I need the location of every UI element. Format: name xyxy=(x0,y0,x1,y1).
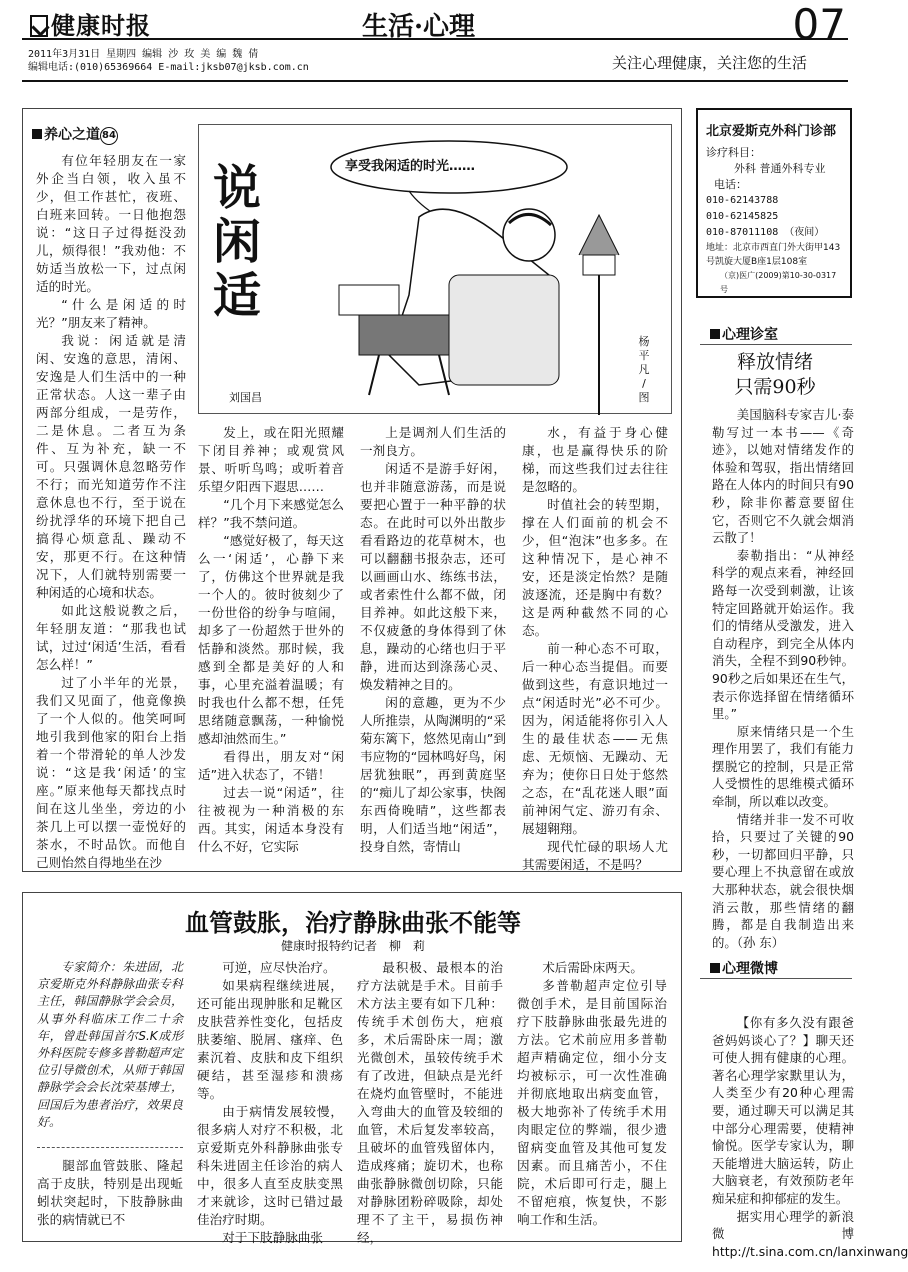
article2-body xyxy=(712,406,854,951)
paragraph: 过去一说“闲适”，往往被视为一种消极的东西。其实，闲适本身没有什么不好，它实际 xyxy=(198,785,344,854)
credit-char: / xyxy=(642,377,646,390)
column-title-text: 心理微博 xyxy=(722,961,778,977)
article4-col2 xyxy=(197,959,343,1247)
clinic-subjects-label: 诊疗科目： xyxy=(706,146,761,159)
clinic-phone-2: 010-62145825 xyxy=(706,211,779,222)
clinic-phone-3: 010-87011108 （夜间） xyxy=(706,227,825,238)
paragraph: 如此这般说教之后，年轻朋友道：“那我也试试，过过‘闲适’生活，看看怎么样！” xyxy=(36,603,186,672)
paragraph: 过了小半年的光景，我们又见面了，他竟像换了一个人似的。他笑呵呵地引我到他家的阳台上指着一个带滑轮的单人沙发说：“这是我‘闲适’的宝座。”原来他每天都找点时间在这儿坐坐，旁边的小茶几上可以摆一壶悦好的茶水，不时品饮。而他自己则怡然自得地坐在沙 xyxy=(36,675,186,870)
column-rule xyxy=(700,344,852,345)
masthead-logo xyxy=(30,6,151,41)
logo-icon xyxy=(30,15,48,37)
paragraph: 前一种心态不可取，后一种心态当提倡。而要做到这些，有意识地过一点“闲适时光”必不可少。因为，闲适能将你引入人生的最佳状态——无焦虑、无烦恼、无躁动、无弃为；使你日日处于悠然之态，在“乱花迷人眼”面前神闲气定、游刃有余、展翅翱翔。 xyxy=(522,641,668,836)
header-rule xyxy=(22,38,848,40)
column-title-xinli-zhenshi xyxy=(710,324,778,344)
column-title-yangxin xyxy=(32,124,118,145)
paragraph: 闲的意趣，更为不少人所推崇，从陶渊明的“采菊东篱下，悠然见南山”到韦应物的“园林鸣好鸟，闲居犹独眠”，再到黄庭坚的“痴儿了却公家事，快阁东西倚晚晴”，这些都表明，人们适当地“闲适”，投身自然，寄情山 xyxy=(360,695,506,854)
paragraph: 发上，或在阳光照耀下闭目养神；或观赏风景、听听鸟鸣；或听着音乐望夕阳西下遐思…… xyxy=(198,425,344,494)
credit-char: 平 xyxy=(638,349,650,362)
credit-char: 图 xyxy=(638,391,650,404)
paragraph: 泰勒指出：“从神经科学的观点来看，神经回路每一次受到刺激，让该特定回路就开始运作。我们的情绪从受激发，进入自动程序，到完全从体内消失，全程不到90秒钟。90秒之后如果还在生气，表示你选择留在情绪循环里。” xyxy=(712,547,854,722)
paragraph: 如果病程继续进展，还可能出现肿胀和足靴区皮肤营养性变化，包括皮肤萎缩、脱屑、瘙痒、色素沉着、皮肤和皮下组织硬结，甚至湿疹和溃疡等。 xyxy=(197,978,343,1101)
title-char-3: 适 xyxy=(213,268,262,324)
column-rule xyxy=(700,978,852,979)
paragraph: 可逆，应尽快治疗。 xyxy=(222,960,336,975)
article-author: 刘国昌 xyxy=(229,391,262,404)
clinic-ad xyxy=(696,108,852,298)
logo-text: 健康时报 xyxy=(51,11,151,40)
paragraph: 闲适不是游手好闲，也并非随意游荡，而是说要把心置于一种平静的状态。在此时可以外出散步看看路边的花草树木，也可以翻翻书报杂志，还可以画画山水、练练书法，或者索性什么都不做，闭目养神。如此这般下来，不仅疲惫的身体得到了休息，躁动的心绪也归于平静，进而达到涤荡心灵、焕发精神之目的。 xyxy=(360,461,506,692)
clinic-subjects: 外科 普通外科专业 xyxy=(734,162,826,175)
credit-char: 杨 xyxy=(638,335,650,348)
illustration-caption: 享受我闲适的时光…… xyxy=(344,159,475,174)
article4-col4 xyxy=(517,959,667,1229)
paragraph: 有位年轻朋友在一家外企当白领，收入虽不少，但工作甚忙，夜班、白班来回转。一日他抱怨说：“这日子过得挺没劲儿，烦得很！”我劝他：不妨适当放松一下，过点闲适的时光。 xyxy=(36,153,186,294)
illustration-credit xyxy=(637,335,651,405)
paragraph: 上是调剂人们生活的一剂良方。 xyxy=(360,425,506,458)
title-char-2: 闲 xyxy=(213,214,262,270)
clinic-address: 地址：北京市西直门外大街甲143号凯旋大厦B座1层108室 xyxy=(706,243,841,267)
title-char-1: 说 xyxy=(213,160,262,216)
intro-divider xyxy=(37,1147,183,1148)
paragraph: 原来情绪只是一个生理作用罢了，我们有能力摆脱它的控制，只是正常人受惯性的思维模式循环牵制，所以难以改变。 xyxy=(712,723,854,810)
article2-title-line2: 只需90秒 xyxy=(734,376,816,398)
paragraph: 看得出，朋友对“闲适”进入状态了，不错！ xyxy=(198,749,344,782)
article1-col2 xyxy=(198,424,344,856)
article-box-vein xyxy=(22,892,682,1245)
paragraph: “几个月下来感觉怎么样？”我不禁问道。 xyxy=(198,497,344,530)
header-rule-2 xyxy=(22,80,848,82)
column-title-text: 养心之道 xyxy=(44,127,100,143)
paragraph: 对于下肢静脉曲张 xyxy=(222,1230,323,1245)
article3-body xyxy=(712,1014,908,1260)
column-title-text: 心理诊室 xyxy=(722,327,778,343)
clinic-license: （京)医广(2009)第10-30-0317号 xyxy=(720,271,837,294)
page-number: 07 xyxy=(792,0,846,49)
clinic-name: 北京爱斯克外科门诊部 xyxy=(706,124,837,139)
article4-col3 xyxy=(357,959,503,1247)
contact-line: 编辑电话:(010)65369664 E-mail:jksb07@jksb.com.cn xyxy=(28,62,309,73)
square-bullet-icon xyxy=(710,329,720,339)
article4-byline: 健康时报特约记者 柳 莉 xyxy=(280,939,425,953)
illustration xyxy=(198,124,672,414)
paragraph: 术后需卧床两天。 xyxy=(542,960,643,975)
article1-col4 xyxy=(522,424,668,874)
paragraph: 多普勒超声定位引导微创手术，是目前国际治疗下肢静脉曲张最先进的方法。它术前应用多普勒超声精确定位，细小分支均被标示，可一次性准确并彻底地取出病变血管，极大地弥补了传统手术用肉眼定位的弊端，很少遗留病变血管及其他可复发因素。而且痛苦小，不住院，术后即可行走，腿上不留疤痕，恢复快，不影响工作和生活。 xyxy=(517,978,667,1227)
paragraph: 美国脑科专家吉儿·泰勒写过一本书——《奇迹》，以她对情绪发作的体验和驾驭，指出情绪回路在人体内的时间只有90秒，除非你蓄意要留住它，否则它不久就会烟消云散了！ xyxy=(712,407,854,546)
clinic-phone-label: 电话： xyxy=(714,178,747,191)
paragraph: 时值社会的转型期，撑在人们面前的机会不少，但“泡沫”也多多。在这种情况下，是心神不安，还是淡定怡然？是随波逐流，还是胸中有数？这是两种截然不同的心态。 xyxy=(522,497,668,638)
clinic-phone-1: 010-62143788 xyxy=(706,195,779,206)
paragraph: 据实用心理学的新浪微博http://t.sina.com.cn/lanxinwang xyxy=(712,1208,908,1259)
paragraph: 情绪并非一发不可收拾，只要过了关键的90秒，一切都回归平静，只要心理上不执意留在或放大那种状态，就会很快烟消云散，那些情绪的翻腾，都是自我制造出来的。（孙 东） xyxy=(712,811,854,950)
article-title xyxy=(213,161,267,323)
expert-intro: 专家简介：朱进固，北京爱斯克外科静脉曲张专科主任，韩国静脉学会会员，从事外科临床工作二十余年，曾赴韩国首尔S.K成形外科医院专修多普勒超声定位引导微创术，从师于韩国静脉学会会长沈荣基博士，回国后为患者治疗，效果良好。 xyxy=(37,960,183,1129)
date-editor-line: 2011年3月31日 星期四 编辑 沙 玫 美 编 魏 倩 xyxy=(28,49,259,60)
article2-title xyxy=(700,350,850,400)
credit-char: 凡 xyxy=(638,363,650,376)
paragraph: 水，有益于身心健康，也是赢得快乐的阶梯，而这些我们过去往往是忽略的。 xyxy=(522,425,668,494)
paragraph: “感觉好极了，每天这么一‘闲适’，心静下来了，仿佛这个世界就是我一个人的。彼时彼刻少了一份世俗的纷争与喧闹，却多了一份超然于世外的恬静和淡然。那时候，我感到全都是美好的人和事，心里充溢着温暖；有时我也什么都不想，任凭思绪随意飘荡，一种愉悦感却油然而生。” xyxy=(198,533,344,746)
square-bullet-icon xyxy=(710,963,720,973)
section-title: 生活·心理 xyxy=(362,12,476,42)
paragraph: 我说：闲适就是清闲、安逸的意思，清闲、安逸是人们生活中的一种正常状态。人这一辈子由两部分组成，一是劳作，二是休息。二者互为条件、互为补充，缺一不可。只强调休息忽略劳作不行；而光知道劳作不注意休息也不行，至于说在纷扰浮华的环境下把自己搞得心烦意乱、躁动不安，那更不行。在这种情况下，人们就特别需要一种闲适的心境和状态。 xyxy=(36,333,186,600)
paragraph: “什么是闲适的时光？”朋友来了精神。 xyxy=(36,297,186,330)
square-bullet-icon xyxy=(32,129,42,139)
article4-title: 血管鼓胀，治疗静脉曲张不能等 xyxy=(185,908,521,937)
column-title-xinli-weibo xyxy=(710,958,778,978)
paragraph: 【你有多久没有跟爸爸妈妈谈心了？】聊天还可使人拥有健康的心理。著名心理学家默里认为，人类至少有20种心理需要，通过聊天可以满足其中部分心理需要，使精神愉悦。医学专家认为，聊天能增进大脑运转，防止大脑衰老，有效预防老年痴呆症和抑郁症的发生。 xyxy=(712,1015,854,1206)
slogan: 关注心理健康，关注您的生活 xyxy=(612,54,808,72)
paragraph: 现代忙碌的职场人尤其需要闲适，不是吗？ xyxy=(522,839,668,872)
article1-col3 xyxy=(360,424,506,856)
article1-col1 xyxy=(36,152,186,872)
article2-title-line1: 释放情绪 xyxy=(736,351,813,373)
article4-col1: 腿部血管鼓胀、隆起高于皮肤，特别是出现蚯蚓状突起时，下肢静脉曲张的病情就已不 xyxy=(37,1158,183,1227)
issue-number: 84 xyxy=(100,127,118,145)
paragraph: 最积极、最根本的治疗方法就是手术。目前手术方法主要有如下几种：传统手术创伤大，疤痕多，术后需卧床一周；激光微创术，虽较传统手术有了改进，但缺点是光纤在烧灼血管壁时，不能进入弯曲大的血管及较细的血管，术后复发率较高，且破坏的血管残留体内，造成疼痛；旋切术，也称曲张静脉微创切除，只能对静脉团粉碎吸除，却处理不了主干，易损伤神经， xyxy=(357,960,503,1245)
dateline xyxy=(28,48,309,74)
paragraph: 由于病情发展较慢，很多病人对疗不积极，北京爱斯克外科静脉曲张专科朱进固主任诊治的病人中，很多人直至皮肤变黑才来就诊，这时已错过最佳治疗时期。 xyxy=(197,1104,343,1227)
